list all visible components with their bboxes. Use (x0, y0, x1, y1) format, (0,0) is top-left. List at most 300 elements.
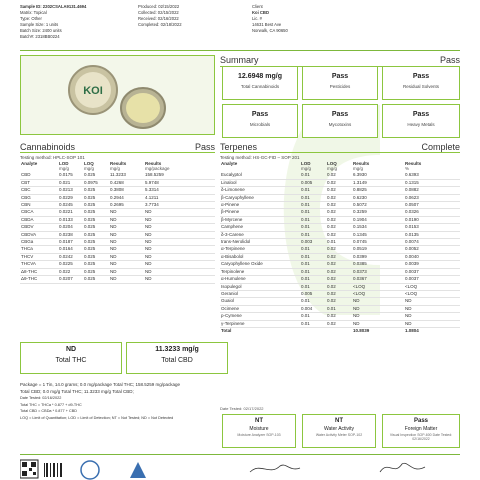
table-cell: 4.1211 (144, 194, 215, 201)
table-cell: ND (144, 268, 215, 275)
table-cell: 0.0975 (83, 179, 109, 186)
table-cell: ND (352, 313, 404, 320)
table-row (20, 276, 215, 283)
unit-cell: % (405, 166, 410, 171)
table-cell: ND (144, 216, 215, 223)
completed-date: Completed: 02/18/2022 (138, 22, 182, 27)
table-cell: 0.01 (300, 216, 326, 223)
table-cell: CBN (20, 202, 58, 209)
table-cell: 0.004 (300, 305, 326, 312)
table-cell: ND (144, 239, 215, 246)
table-cell: 0.02 (326, 209, 352, 216)
table-cell: 5.3314 (144, 187, 215, 194)
note-line: LOQ = Limit of Quantitation; LOD = Limit of Detection; NT = Not Tested; ND = Not Detected (20, 415, 174, 420)
table-row (20, 239, 215, 246)
table-cell: α-Terpinene (220, 246, 300, 253)
foreign-matter-value: Pass (413, 418, 428, 424)
footer-divider (20, 454, 460, 455)
produced-date: Produced: 02/15/2022 (138, 4, 180, 9)
collected-date: Collected: 02/15/2022 (138, 10, 179, 15)
table-cell: ND (109, 231, 144, 238)
note-line: Date Tested: 02/16/2022 (20, 396, 62, 401)
table-cell: 0.0207 (58, 276, 83, 283)
table-cell: ND (144, 261, 215, 268)
table-cell: 0.02 (326, 202, 352, 209)
moisture-value: NT (255, 418, 263, 424)
barcode-icon (44, 463, 62, 477)
table-row (20, 268, 215, 275)
product-photo (20, 55, 215, 135)
signature-2 (380, 463, 425, 472)
table-cell: 0.01 (300, 320, 326, 327)
table-cell: THCa (20, 246, 58, 253)
table-cell: 0.01 (300, 268, 326, 275)
header-divider (20, 50, 460, 51)
table-cell: 0.025 (83, 268, 109, 275)
table-cell: 0.0882 (404, 187, 460, 194)
table-row (20, 209, 215, 216)
terpenes-method: Testing method: HS-GC-FID – SOP 201 (220, 155, 300, 160)
table-row (20, 202, 215, 209)
unit-cell: mg/g (110, 166, 121, 171)
table-cell: 0.0238 (58, 231, 83, 238)
summary-label: Heavy Metals (407, 122, 435, 127)
table-cell: 0.0507 (404, 202, 460, 209)
table-cell: 0.2944 (109, 194, 144, 201)
table-cell: 0.01 (300, 246, 326, 253)
accreditation-seal-icon (81, 461, 99, 479)
table-row (220, 253, 460, 260)
table-cell: ND (144, 246, 215, 253)
table-cell: 0.3259 (352, 209, 404, 216)
table-cell: 0.0190 (404, 216, 460, 223)
table-cell: 0.01 (300, 187, 326, 194)
table-row (220, 202, 460, 209)
table-row (220, 283, 460, 290)
table-cell: 0.02 (326, 290, 352, 297)
table-cell: 0.0037 (404, 268, 460, 275)
table-cell: 0.02 (326, 179, 352, 186)
table-cell: 0.2695 (109, 202, 144, 209)
summary-status: Pass (439, 55, 460, 65)
cannabinoids-table (20, 161, 215, 284)
client-name: Koi CBD (252, 10, 269, 15)
moisture-box (222, 414, 296, 448)
table-cell: 0.022 (58, 268, 83, 275)
terpenes-table (220, 161, 460, 334)
table-cell: ND (109, 224, 144, 231)
total-cbd-box (126, 342, 228, 374)
table-cell: 0.0052 (404, 246, 460, 253)
table-cell: 0.0367 (352, 276, 404, 283)
summary-label: Residual Solvents (402, 84, 440, 89)
table-cell: 0.0225 (58, 261, 83, 268)
table-cell: 0.005 (300, 290, 326, 297)
table-cell: CBDA (20, 216, 58, 223)
cannabinoids-header (20, 142, 215, 153)
table-cell: α-Humulene (220, 276, 300, 283)
table-cell: 0.01 (300, 224, 326, 231)
summary-heavy-metals (382, 104, 460, 138)
table-cell: 3.7734 (144, 202, 215, 209)
sample-info (20, 4, 130, 40)
table-cell: ND (109, 209, 144, 216)
dates-info (138, 4, 248, 28)
table-cell: 0.0221 (58, 209, 83, 216)
terpenes-date: Date Tested: 02/17/2022 (220, 406, 264, 411)
table-cell: 0.0039 (404, 261, 460, 268)
table-row (20, 194, 215, 201)
total-cell: Total (220, 327, 300, 334)
table-cell: β-Caryophyllene (220, 194, 300, 201)
table-cell: 0.1345 (352, 231, 404, 238)
water-activity-label: Water Activity (323, 426, 355, 432)
table-cell: 0.025 (83, 209, 109, 216)
total-cell: 10.8039 (352, 327, 404, 334)
table-row (220, 194, 460, 201)
table-cell: 0.025 (83, 202, 109, 209)
table-row (220, 231, 460, 238)
table-cell: ND (404, 305, 460, 312)
client-city: Norwalk, CA 90650 (252, 28, 288, 33)
table-cell: 0.0175 (58, 172, 83, 179)
table-row (220, 239, 460, 246)
footer-graphics (20, 458, 460, 480)
table-cell: Eucalyptol (220, 172, 300, 179)
table-row (220, 224, 460, 231)
total-cell (326, 327, 352, 334)
batch-number: Batch#: 2318BB0224 (20, 34, 60, 39)
col-header: LOQ (327, 161, 337, 166)
table-cell: 0.01 (300, 194, 326, 201)
table-cell: 0.021 (58, 179, 83, 186)
table-cell: 0.01 (300, 283, 326, 290)
license: Lic. # (252, 16, 263, 21)
table-cell: 0.01 (300, 313, 326, 320)
total-cbd-label: Total CBD (161, 357, 193, 364)
table-row (20, 253, 215, 260)
table-cell: ND (404, 313, 460, 320)
table-row (20, 179, 215, 186)
table-cell: 0.6230 (352, 194, 404, 201)
table-cell: 0.0040 (404, 253, 460, 260)
summary-value: 12.6948 mg/g (238, 73, 282, 80)
table-cell: 0.0204 (58, 224, 83, 231)
table-cell: α-Bisabolol (220, 253, 300, 260)
table-cell: <LOQ (404, 290, 460, 297)
table-cell: 0.0623 (404, 194, 460, 201)
table-cell: γ-Terpinene (220, 320, 300, 327)
table-cell: Terpinolene (220, 268, 300, 275)
table-cell: 0.025 (83, 224, 109, 231)
table-row (220, 179, 460, 186)
report-header (20, 4, 460, 50)
unit-cell: mg/g (84, 166, 95, 171)
table-cell: 0.025 (83, 172, 109, 179)
table-cell: 0.0153 (404, 224, 460, 231)
table-cell: 0.0229 (58, 194, 83, 201)
table-cell: δ-Limonene (220, 187, 300, 194)
table-cell: 0.0164 (58, 246, 83, 253)
unit-cell: mg/g (327, 166, 338, 171)
terpenes-title: Terpenes (220, 142, 258, 152)
note-line: Total THC = THCa * 0.877 + d9-THC (20, 402, 82, 407)
table-row (20, 261, 215, 268)
table-cell: 0.01 (300, 172, 326, 179)
table-cell: <LOQ (404, 283, 460, 290)
terpenes-status: Complete (421, 142, 460, 152)
table-cell: δ-3-Carene (220, 231, 300, 238)
table-cell: ND (109, 216, 144, 223)
table-row (220, 305, 460, 312)
table-cell: p-Cymene (220, 313, 300, 320)
table-cell: CBGa (20, 239, 58, 246)
table-cell: ND (109, 268, 144, 275)
table-row (20, 187, 215, 194)
table-cell: ND (109, 253, 144, 260)
table-row (220, 216, 460, 223)
table-cell: 0.0074 (404, 239, 460, 246)
summary-value: Pass (412, 111, 430, 118)
table-cell: 0.0519 (352, 246, 404, 253)
brand-logo-text: KOI (83, 85, 103, 97)
table-cell: 0.4268 (109, 179, 144, 186)
col-header: Results (145, 161, 162, 166)
table-cell: CBDVA (20, 231, 58, 238)
table-cell: CBDV (20, 224, 58, 231)
table-cell: 0.0745 (352, 239, 404, 246)
table-cell: 0.02 (326, 276, 352, 283)
unit-cell: mg/g (353, 166, 364, 171)
summary-value: Pass (331, 73, 349, 80)
table-cell: ND (109, 239, 144, 246)
table-cell: 5.9748 (144, 179, 215, 186)
table-cell: 0.01 (326, 305, 352, 312)
summary-microbials (222, 104, 298, 138)
table-cell: 0.01 (300, 253, 326, 260)
table-cell: trans-Nerolidol (220, 239, 300, 246)
table-cell: CBD (20, 172, 58, 179)
col-header: LOQ (84, 161, 94, 166)
table-cell: 0.1534 (352, 224, 404, 231)
table-cell: 0.6393 (404, 172, 460, 179)
table-cell: THCVA (20, 261, 58, 268)
table-cell: 0.02 (326, 298, 352, 305)
table-row (220, 246, 460, 253)
table-cell: 0.025 (83, 231, 109, 238)
table-cell: 0.02 (326, 187, 352, 194)
table-cell: 0.025 (83, 187, 109, 194)
summary-title: Summary (220, 55, 259, 65)
note-line: Total CBD; 0.0 mg/g Total THC; 11.3233 mg/g Total CBD; (20, 388, 134, 394)
table-cell: CBT (20, 179, 58, 186)
terpenes-header (220, 142, 460, 153)
table-cell: 0.01 (300, 209, 326, 216)
moisture-method: Moisture Analyzer SOP-103 (237, 433, 281, 437)
table-cell: 0.1315 (404, 179, 460, 186)
table-cell: 0.01 (326, 239, 352, 246)
table-cell: <LOQ (352, 290, 404, 297)
table-cell: ND (352, 305, 404, 312)
table-cell: CBCA (20, 209, 58, 216)
note-line: Package = 1 Tin, 14.0 grams; 0.0 mg/package Total THC; 158.5259 mg/package (20, 382, 181, 387)
table-cell: Ocimene (220, 305, 300, 312)
total-cell: 1.0804 (404, 327, 460, 334)
col-header: Results (405, 161, 422, 166)
table-cell: 0.0187 (58, 239, 83, 246)
table-cell: ND (352, 298, 404, 305)
unit-cell: mg/g (59, 166, 70, 171)
client-info (252, 4, 362, 34)
water-activity-value: NT (335, 418, 343, 424)
table-cell: Caryophyllene Oxide (220, 261, 300, 268)
table-row (20, 224, 215, 231)
table-row (220, 276, 460, 283)
table-row (220, 209, 460, 216)
table-cell: 0.01 (300, 261, 326, 268)
table-cell: 0.005 (300, 179, 326, 186)
table-cell: ND (109, 261, 144, 268)
signature-1 (250, 465, 300, 472)
client-label: Client (252, 4, 263, 9)
table-cell: CBC (20, 187, 58, 194)
table-cell: ND (109, 276, 144, 283)
table-cell: 0.0385 (352, 261, 404, 268)
matrix: Matrix: Topical (20, 10, 47, 15)
table-cell: 0.5072 (352, 202, 404, 209)
table-cell: Δ8-THC (20, 268, 58, 275)
footer (20, 458, 460, 480)
table-cell: 0.0373 (352, 268, 404, 275)
table-cell: Geraniol (220, 290, 300, 297)
summary-mycotoxins (302, 104, 378, 138)
table-cell: 0.025 (83, 246, 109, 253)
table-cell: 0.025 (83, 239, 109, 246)
batch-size: Batch Size: 2400 units (20, 28, 62, 33)
sample-id: Sample ID: 2202CSALA9131.4694 (20, 4, 87, 9)
table-row (220, 298, 460, 305)
table-row (220, 290, 460, 297)
table-row (220, 187, 460, 194)
col-header: Analyte (21, 161, 38, 166)
foreign-matter-method: Visual Inspection SOP-600 Date Tested: 02/16/2022 (389, 433, 453, 441)
total-thc-label: Total THC (55, 357, 87, 364)
table-cell: ND (144, 253, 215, 260)
table-cell: 0.025 (83, 194, 109, 201)
table-cell: ND (144, 276, 215, 283)
table-cell: 0.3808 (109, 187, 144, 194)
water-activity-box (302, 414, 376, 448)
table-cell: 0.02 (326, 313, 352, 320)
client-address: 14631 Best Ave (252, 22, 282, 27)
total-cbd-value: 11.3233 mg/g (155, 346, 199, 353)
table-cell: 0.0135 (404, 231, 460, 238)
summary-value: Pass (331, 111, 349, 118)
table-cell: α-Pinene (220, 202, 300, 209)
total-cell (300, 327, 326, 334)
table-cell: 0.02 (326, 224, 352, 231)
table-cell: 0.02 (326, 216, 352, 223)
table-cell: ND (144, 224, 215, 231)
table-row (220, 313, 460, 320)
table-cell: ND (352, 320, 404, 327)
table-cell: Guaiol (220, 298, 300, 305)
total-thc-value: ND (65, 346, 77, 353)
table-cell: ND (404, 320, 460, 327)
terpenes-total-row (220, 327, 460, 334)
summary-residual-solvents (382, 66, 460, 100)
table-cell: CBG (20, 194, 58, 201)
cannabinoids-method: Testing method: HPLC-SOP 101 (20, 155, 85, 160)
table-cell: 0.8825 (352, 187, 404, 194)
table-cell: 0.025 (83, 253, 109, 260)
table-cell: 0.01 (300, 231, 326, 238)
accreditation-logo-icon (130, 462, 146, 478)
col-header: Results (110, 161, 127, 166)
sample-size: Sample Size: 1 units (20, 22, 59, 27)
table-cell: 1.3149 (352, 179, 404, 186)
cannabinoids-title: Cannabinoids (20, 142, 76, 152)
table-cell: ND (109, 246, 144, 253)
table-cell: 0.0245 (58, 202, 83, 209)
table-row (220, 320, 460, 327)
table-cell: 0.0326 (404, 209, 460, 216)
table-cell: 0.003 (300, 239, 326, 246)
type: Type: Other (20, 16, 42, 21)
tin-image (21, 56, 214, 134)
table-cell: 0.02 (326, 246, 352, 253)
table-row (20, 231, 215, 238)
cannabinoids-status: Pass (194, 142, 215, 152)
table-cell: β-Myrcene (220, 216, 300, 223)
table-cell: 0.01 (300, 202, 326, 209)
note-line: Total CBD = CBDa * 0.877 + CBD (20, 409, 77, 414)
table-cell: 0.02 (326, 253, 352, 260)
table-cell: 0.0133 (58, 216, 83, 223)
table-cell: 0.02 (326, 172, 352, 179)
table-cell: 0.02 (326, 261, 352, 268)
summary-value: Pass (412, 73, 430, 80)
table-cell: 0.01 (300, 298, 326, 305)
received-date: Received: 02/16/2022 (138, 16, 179, 21)
summary-label: Pesticides (329, 84, 351, 89)
table-cell: β-Pinene (220, 209, 300, 216)
water-activity-method: Water Activity Meter SOP-102 (315, 433, 363, 437)
table-cell: ND (404, 298, 460, 305)
summary-value: Pass (251, 111, 269, 118)
col-header: LOD (59, 161, 69, 166)
table-cell: 0.1904 (352, 216, 404, 223)
table-row (220, 261, 460, 268)
table-cell: 0.02 (326, 268, 352, 275)
table-cell: 0.0242 (58, 253, 83, 260)
table-cell: ND (144, 231, 215, 238)
foreign-matter-box (382, 414, 460, 448)
summary-label: Microbials (249, 122, 271, 127)
table-cell: Linalool (220, 179, 300, 186)
cannabinoid-notes (20, 382, 220, 422)
table-cell: 11.3233 (109, 172, 144, 179)
col-header: Analyte (221, 161, 238, 166)
moisture-label: Moisture (249, 426, 269, 432)
table-cell: 0.0213 (58, 187, 83, 194)
table-row (20, 216, 215, 223)
table-cell: 158.5259 (144, 172, 215, 179)
col-header: LOD (301, 161, 311, 166)
table-cell: 0.02 (326, 320, 352, 327)
table-row (220, 268, 460, 275)
summary-label: Total Cannabinoids (240, 84, 280, 89)
